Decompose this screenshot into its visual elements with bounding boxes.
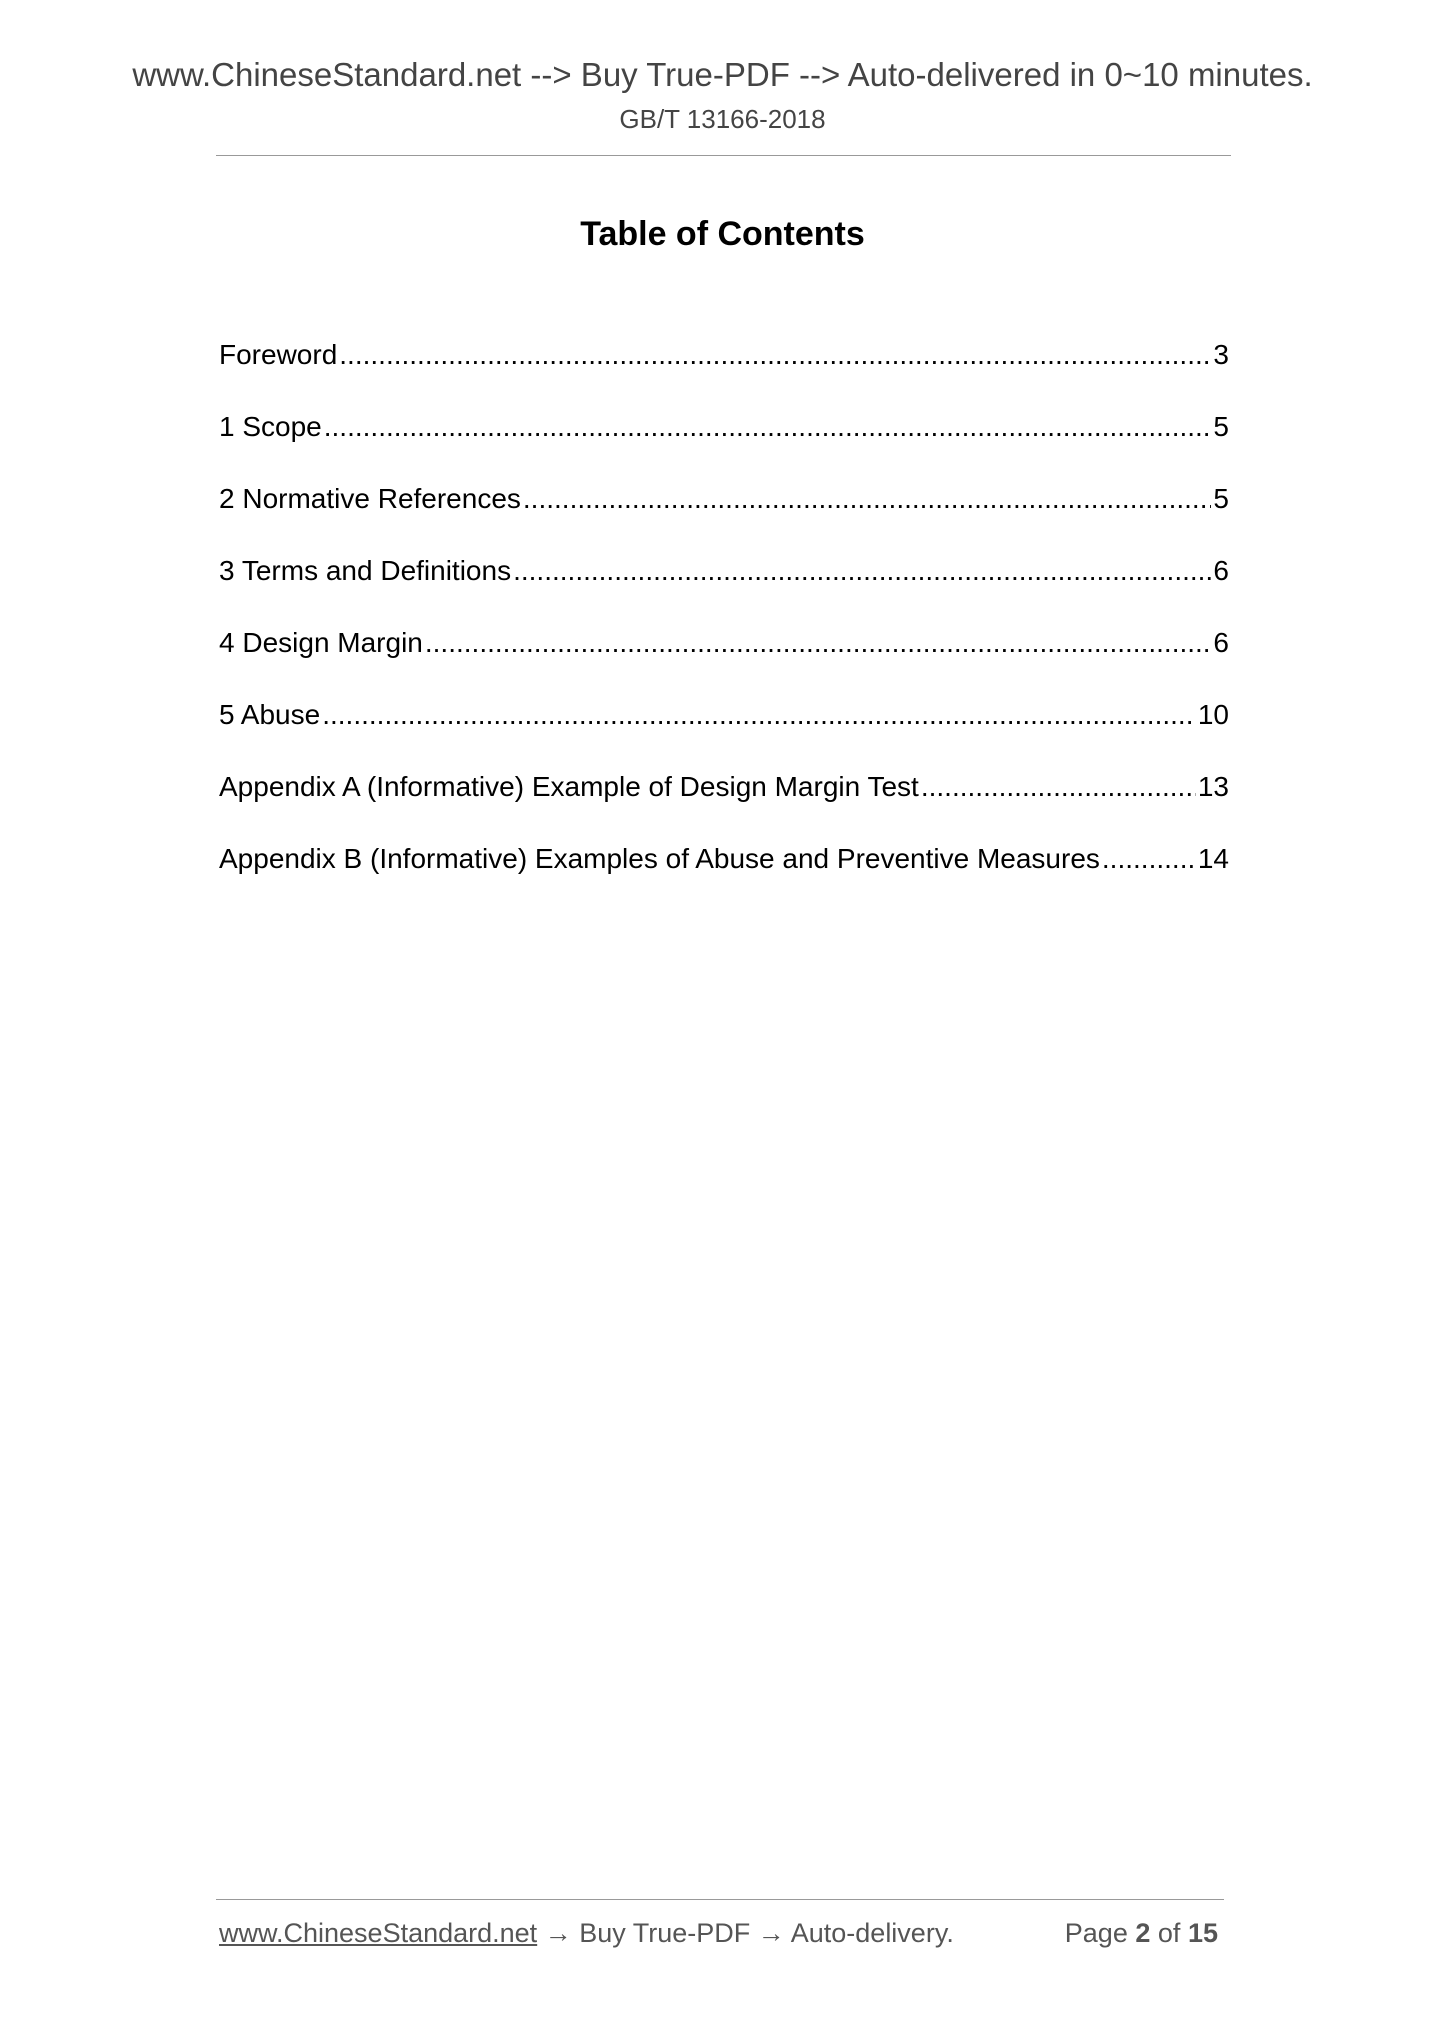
toc-entry-label: 1 Scope [219,411,322,442]
toc-entry-label: 4 Design Margin [219,627,423,658]
standard-code: GB/T 13166-2018 [619,104,826,134]
toc-entry-page: 6 [1213,555,1229,586]
toc-entry-foreword[interactable] [219,337,1229,409]
toc-entry-label: 3 Terms and Definitions [219,555,512,586]
footer-promo [219,1918,954,1949]
page-footer [219,1918,1224,1958]
footer-promo-text: → Buy True-PDF → Auto-delivery. [537,1918,954,1948]
toc-dot-leader [339,337,1211,373]
header-top-line: www.ChineseStandard.net --> Buy True-PDF --> Auto-delivered in 0~10 minutes. [132,56,1313,93]
toc-entry-page: 6 [1213,627,1229,658]
toc-entry-label: 5 Abuse [219,699,321,730]
toc-entry-page: 5 [1213,411,1229,442]
toc-entry-normative-references[interactable] [219,481,1229,553]
toc-entry-page: 5 [1213,483,1229,514]
toc-dot-leader [1102,841,1196,877]
toc-list [219,337,1229,913]
toc-entry-page: 3 [1213,339,1229,370]
toc-dot-leader [324,409,1212,445]
toc-entry-design-margin[interactable] [219,625,1229,697]
header-divider [216,155,1231,156]
footer-divider [216,1899,1224,1900]
page-number [1065,1918,1218,1949]
toc-entry-abuse[interactable] [219,697,1229,769]
toc-entry-label: 2 Normative References [219,483,521,514]
toc-dot-leader [921,769,1196,805]
toc-dot-leader [513,553,1211,589]
toc-entry-page: 10 [1197,699,1229,730]
footer-site-link[interactable]: www.ChineseStandard.net [219,1918,538,1948]
toc-entry-label: Foreword [219,339,338,370]
toc-entry-terms-definitions[interactable] [219,553,1229,625]
toc-entry-label: Appendix A (Informative) Example of Design Margin Test [219,771,919,802]
toc-entry-scope[interactable] [219,409,1229,481]
toc-entry-page: 14 [1197,843,1229,874]
toc-entry-page: 13 [1197,771,1229,802]
toc-title: Table of Contents [580,215,865,253]
current-page: 2 [1135,1918,1151,1948]
of-word: of [1157,1918,1181,1948]
toc-entry-label: Appendix B (Informative) Examples of Abuse and Preventive Measures [219,843,1100,874]
page-word: Page [1064,1918,1128,1948]
toc-dot-leader [523,481,1212,517]
total-pages: 15 [1187,1918,1218,1948]
toc-entry-appendix-b[interactable] [219,841,1229,913]
toc-dot-leader [425,625,1212,661]
toc-dot-leader [322,697,1196,733]
toc-entry-appendix-a[interactable] [219,769,1229,841]
